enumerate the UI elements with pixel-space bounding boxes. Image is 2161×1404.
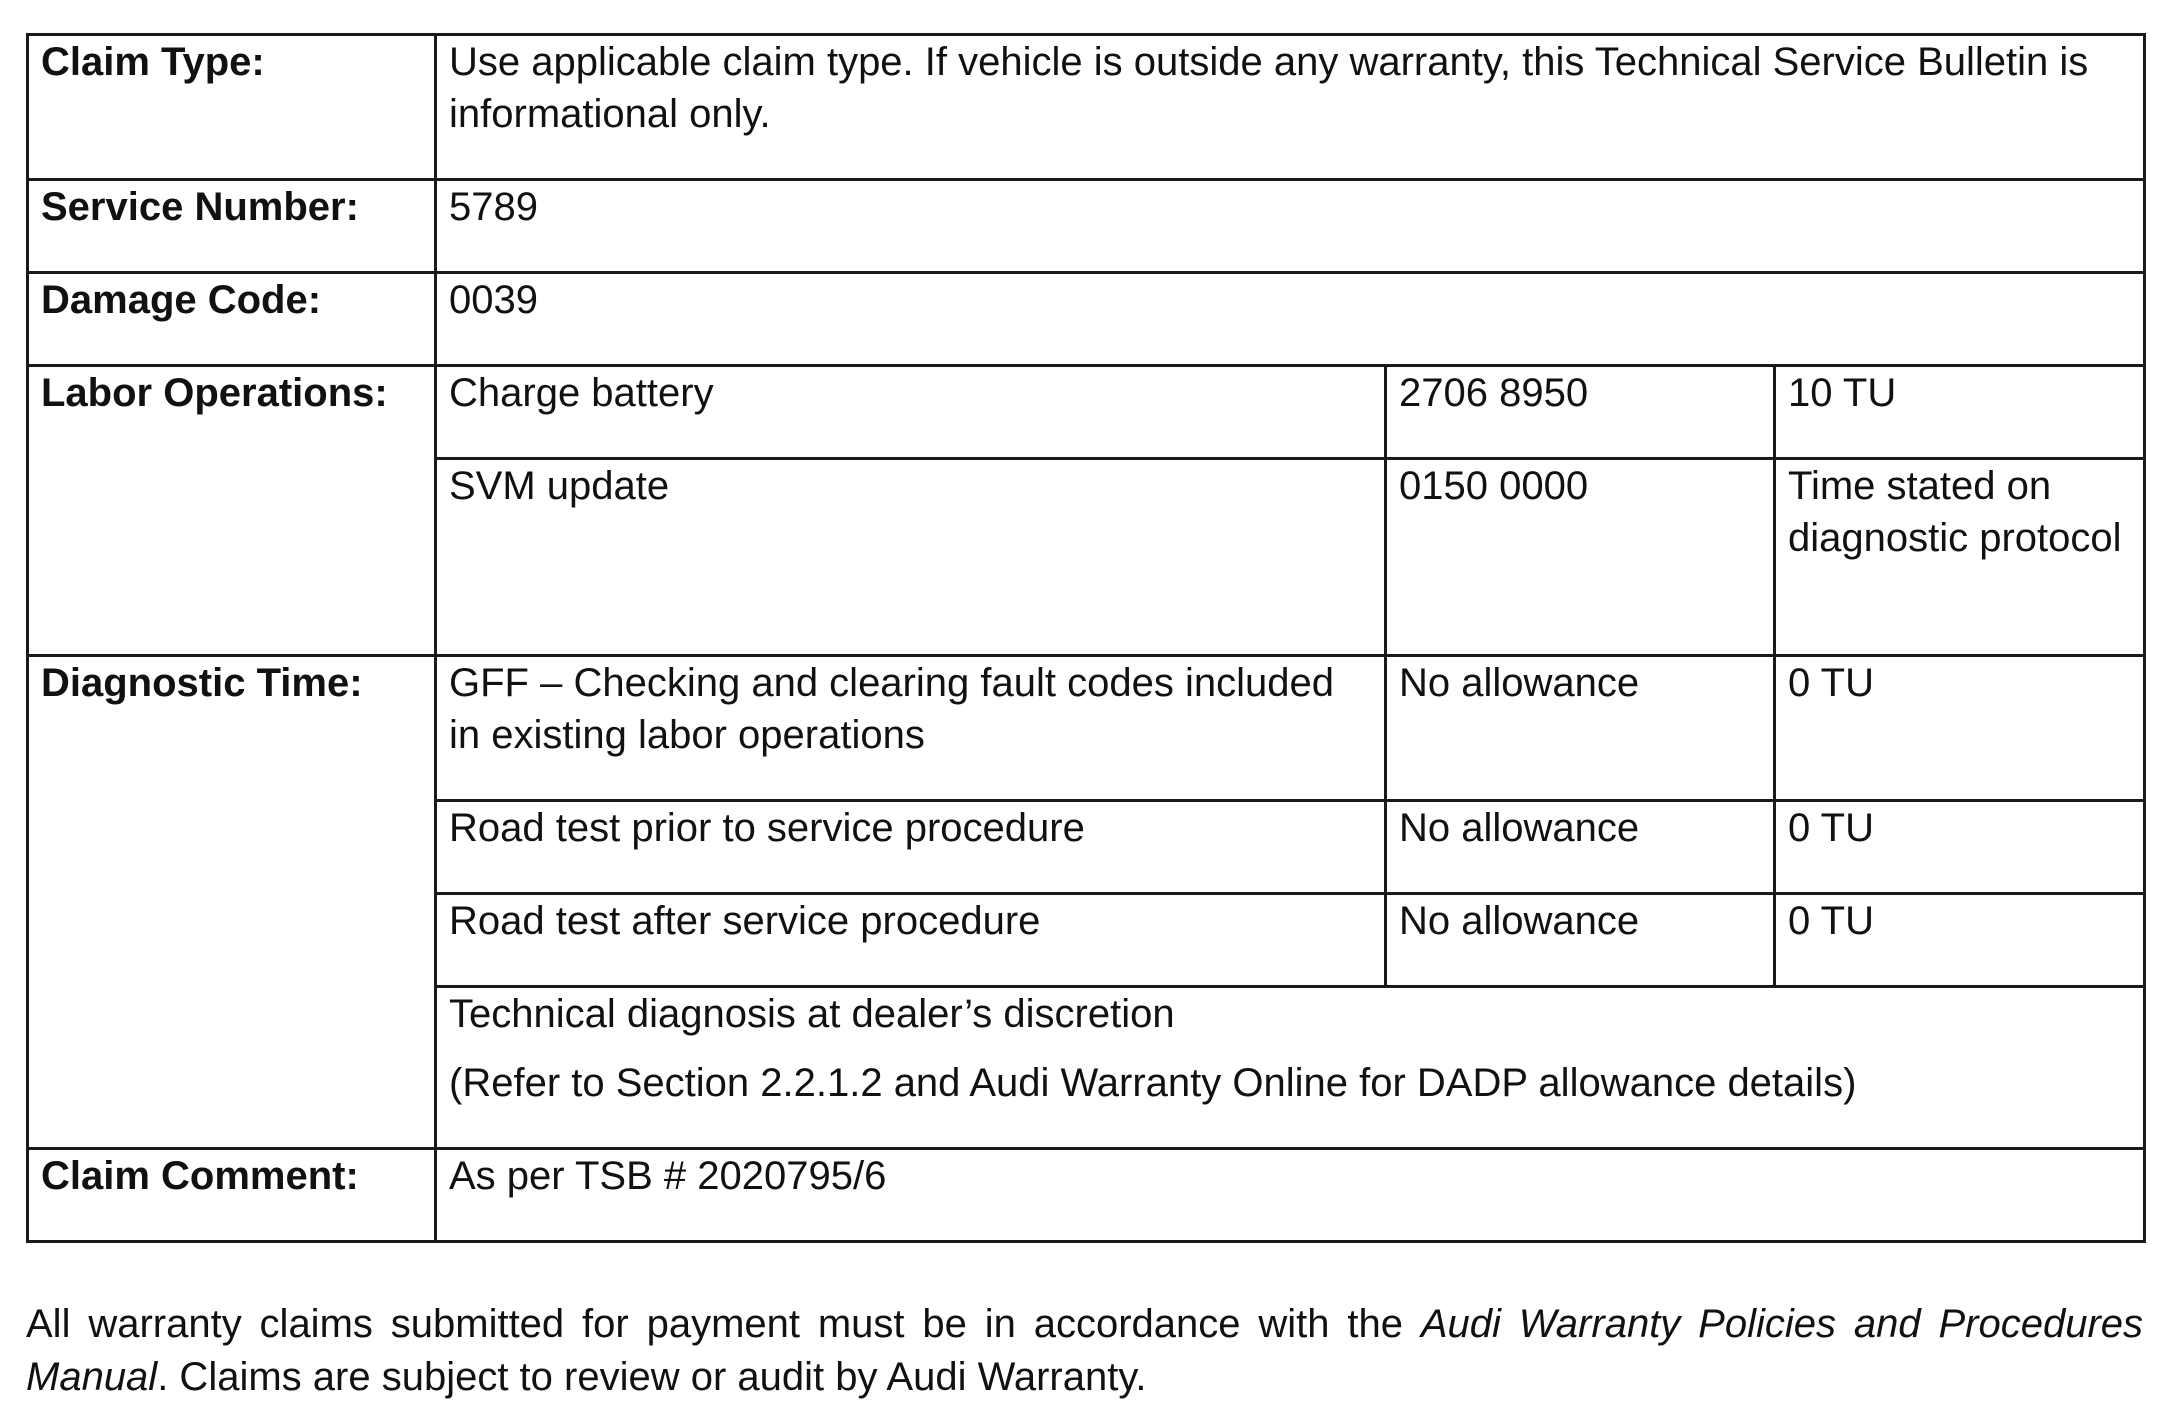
warranty-footer-note [26, 1298, 2143, 1404]
labor-operation-code: 0150 0000 [1386, 459, 1775, 656]
claim-type-value: Use applicable claim type. If vehicle is outside any warranty, this Technical Service Bulletin is informational only. [436, 35, 2145, 180]
labor-operation-time: 10 TU [1775, 366, 2145, 459]
labor-operation-code: 2706 8950 [1386, 366, 1775, 459]
damage-code-value: 0039 [436, 273, 2145, 366]
diagnostic-allowance: No allowance [1386, 656, 1775, 801]
technical-diagnosis-text: Technical diagnosis at dealer’s discretion [449, 992, 1175, 1036]
damage-code-label: Damage Code: [28, 273, 436, 366]
diagnostic-allowance: No allowance [1386, 894, 1775, 987]
diagnostic-allowance: No allowance [1386, 801, 1775, 894]
claim-type-row [28, 35, 2145, 180]
service-number-label: Service Number: [28, 180, 436, 273]
labor-operations-label: Labor Operations: [28, 366, 436, 656]
diagnostic-time-units: 0 TU [1775, 801, 2145, 894]
claim-comment-value: As per TSB # 2020795/6 [436, 1149, 2145, 1242]
technical-diagnosis-note: (Refer to Section 2.2.1.2 and Audi Warranty Online for DADP allowance details) [449, 1061, 1857, 1105]
diagnostic-time-row [28, 656, 2145, 801]
claim-comment-row [28, 1149, 2145, 1242]
policies-manual-title: Audi Warranty Policies and Procedures Manual [26, 1302, 2144, 1399]
technical-diagnosis-cell [436, 987, 2145, 1149]
labor-operation-time: Time stated on diagnostic protocol [1775, 459, 2145, 656]
claim-comment-label: Claim Comment: [28, 1149, 436, 1242]
warranty-claim-table [26, 33, 2146, 1243]
diagnostic-description: Road test prior to service procedure [436, 801, 1386, 894]
diagnostic-description: Road test after service procedure [436, 894, 1386, 987]
footer-text-after: . Claims are subject to review or audit by Audi Warranty. [157, 1355, 1147, 1399]
damage-code-row [28, 273, 2145, 366]
labor-operation-description: SVM update [436, 459, 1386, 656]
diagnostic-time-units: 0 TU [1775, 894, 2145, 987]
service-number-row [28, 180, 2145, 273]
footer-text-before: All warranty claims submitted for payment must be in accordance with the [26, 1302, 1421, 1346]
diagnostic-time-label: Diagnostic Time: [28, 656, 436, 1149]
claim-type-label: Claim Type: [28, 35, 436, 180]
service-number-value: 5789 [436, 180, 2145, 273]
diagnostic-description: GFF – Checking and clearing fault codes included in existing labor operations [436, 656, 1386, 801]
labor-operation-row [28, 366, 2145, 459]
diagnostic-time-units: 0 TU [1775, 656, 2145, 801]
labor-operation-description: Charge battery [436, 366, 1386, 459]
